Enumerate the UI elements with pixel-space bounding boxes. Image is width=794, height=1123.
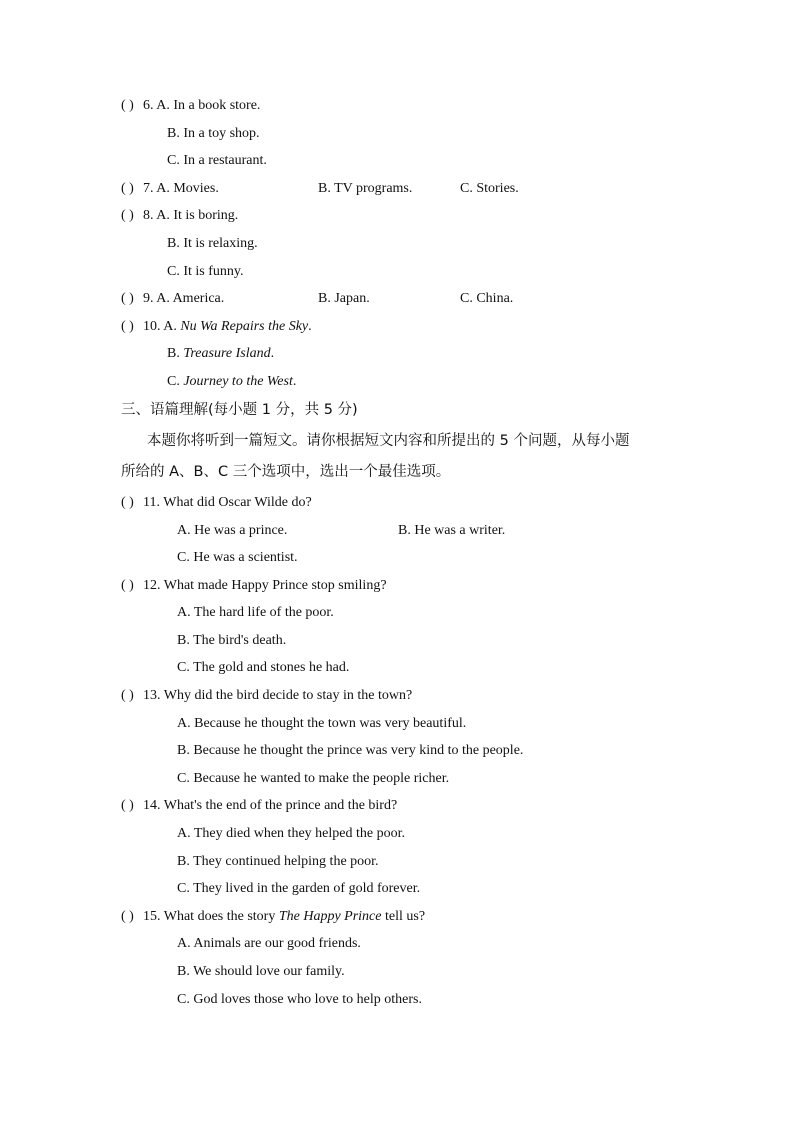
period: . xyxy=(292,374,297,389)
question-11-option-b: B. He was a writer. xyxy=(398,523,506,538)
question-12-option-b: B. The bird's death. xyxy=(177,633,287,648)
question-15-option-c: C. God loves those who love to help others. xyxy=(177,992,422,1007)
answer-blank[interactable]: ( ) xyxy=(121,319,134,334)
question-12-option-a: A. The hard life of the poor. xyxy=(177,605,334,620)
question-13-stem: 13. Why did the bird decide to stay in the town? xyxy=(143,688,413,703)
book-title: Journey to the West xyxy=(183,374,293,389)
answer-blank[interactable]: ( ) xyxy=(121,98,134,113)
question-14-option-b: B. They continued helping the poor. xyxy=(177,854,379,869)
question-7-option-a: 7. A. Movies. xyxy=(143,181,219,196)
question-10-option-b xyxy=(167,345,274,363)
book-title: Nu Wa Repairs the Sky xyxy=(180,319,309,334)
question-7-option-b: B. TV programs. xyxy=(318,181,413,196)
answer-blank[interactable]: ( ) xyxy=(121,208,134,223)
stem-text: tell us? xyxy=(381,909,426,924)
question-9-option-a: 9. A. America. xyxy=(143,291,225,306)
question-15-stem xyxy=(143,908,425,926)
question-10-option-c xyxy=(167,373,296,391)
answer-blank[interactable]: ( ) xyxy=(121,495,134,510)
question-11-option-a: A. He was a prince. xyxy=(177,523,288,538)
question-13-option-c: C. Because he wanted to make the people richer. xyxy=(177,771,450,786)
question-11-option-c: C. He was a scientist. xyxy=(177,550,298,565)
section-heading: 三、语篇理解(每小题 1 分，共 5 分) xyxy=(121,402,358,418)
answer-blank[interactable]: ( ) xyxy=(121,181,134,196)
answer-blank[interactable]: ( ) xyxy=(121,909,134,924)
question-8-option-c: C. It is funny. xyxy=(167,264,244,279)
question-9-option-c: C. China. xyxy=(460,291,514,306)
question-12-stem: 12. What made Happy Prince stop smiling? xyxy=(143,578,387,593)
question-6-option-b: B. In a toy shop. xyxy=(167,126,260,141)
question-13-option-b: B. Because he thought the prince was very kind to the people. xyxy=(177,743,524,758)
question-6-option-a: 6. A. In a book store. xyxy=(143,98,261,113)
question-12-option-c: C. The gold and stones he had. xyxy=(177,660,350,675)
answer-blank[interactable]: ( ) xyxy=(121,291,134,306)
instructions-line-1: 本题你将听到一篇短文。请你根据短文内容和所提出的 5 个问题，从每小题 xyxy=(147,433,630,449)
question-9-option-b: B. Japan. xyxy=(318,291,370,306)
period: . xyxy=(308,319,312,334)
question-6-option-c: C. In a restaurant. xyxy=(167,153,267,168)
answer-blank[interactable]: ( ) xyxy=(121,578,134,593)
option-letter: C. xyxy=(167,374,184,389)
question-11-stem: 11. What did Oscar Wilde do? xyxy=(143,495,312,510)
question-10-option-a xyxy=(143,318,312,336)
answer-blank[interactable]: ( ) xyxy=(121,688,134,703)
answer-blank[interactable]: ( ) xyxy=(121,798,134,813)
option-number: 10. A. xyxy=(143,319,181,334)
question-14-stem: 14. What's the end of the prince and the bird? xyxy=(143,798,398,813)
question-14-option-a: A. They died when they helped the poor. xyxy=(177,826,405,841)
option-letter: B. xyxy=(167,346,184,361)
stem-text: 15. What does the story xyxy=(143,909,279,924)
question-8-option-a: 8. A. It is boring. xyxy=(143,208,239,223)
question-14-option-c: C. They lived in the garden of gold forever. xyxy=(177,881,421,896)
story-title: The Happy Prince xyxy=(278,909,382,924)
book-title: Treasure Island xyxy=(183,346,271,361)
question-7-option-c: C. Stories. xyxy=(460,181,519,196)
period: . xyxy=(270,346,275,361)
question-15-option-a: A. Animals are our good friends. xyxy=(177,936,361,951)
instructions-line-2: 所给的 A、B、C 三个选项中，选出一个最佳选项。 xyxy=(121,464,451,480)
question-8-option-b: B. It is relaxing. xyxy=(167,236,258,251)
question-13-option-a: A. Because he thought the town was very beautiful. xyxy=(177,716,467,731)
question-15-option-b: B. We should love our family. xyxy=(177,964,345,979)
